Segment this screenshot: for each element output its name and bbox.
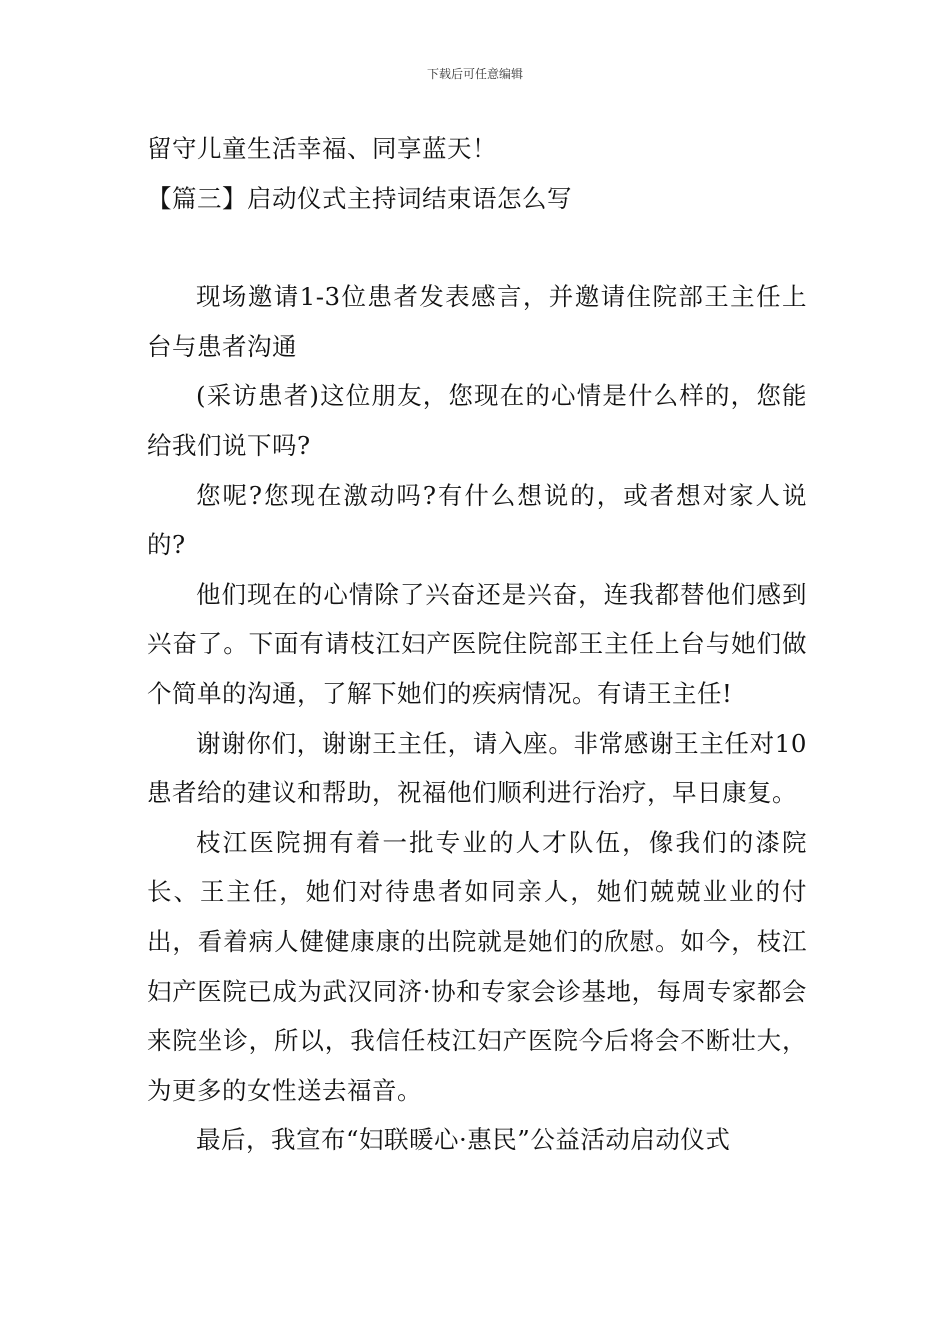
paragraph-5: 谢谢你们，谢谢王主任，请入座。非常感谢王主任对10患者给的建议和帮助，祝福他们顺利进行治疗，早日康复。 (147, 728, 807, 808)
paragraph-3: 您呢?您现在激动吗?有什么想说的，或者想对家人说的? (147, 480, 807, 560)
paragraph-2: (采访患者)这位朋友，您现在的心情是什么样的，您能给我们说下吗? (147, 381, 807, 460)
paragraph-6: 枝江医院拥有着一批专业的人才队伍，像我们的漆院长、王主任，她们对待患者如同亲人，她们兢兢业业的付出，看着病人健健康康的出院就是她们的欣慰。如今，枝江妇产医院已成为武汉同济·协和专家会诊基地，每周专家都会来院坐诊，所以，我信任枝江妇产医院今后将会不断壮大，为更多的女性送去福音。 (147, 827, 807, 1105)
section-title: 【篇三】启动仪式主持词结束语怎么写 (147, 183, 572, 213)
paragraph-7: 最后，我宣布“妇联暖心·惠民”公益活动启动仪式 (196, 1125, 731, 1155)
paragraph-4: 他们现在的心情除了兴奋还是兴奋，连我都替他们感到兴奋了。下面有请枝江妇产医院住院部王主任上台与她们做个简单的沟通，了解下她们的疾病情况。有请王主任! (147, 579, 807, 708)
page-header-note: 下载后可任意编辑 (426, 67, 523, 81)
closing-line: 留守儿童生活幸福、同享蓝天！ (147, 134, 497, 163)
blank-line (147, 223, 807, 272)
document-body (147, 124, 807, 1165)
paragraph-1: 现场邀请1-3位患者发表感言，并邀请住院部王主任上台与患者沟通 (147, 282, 807, 361)
